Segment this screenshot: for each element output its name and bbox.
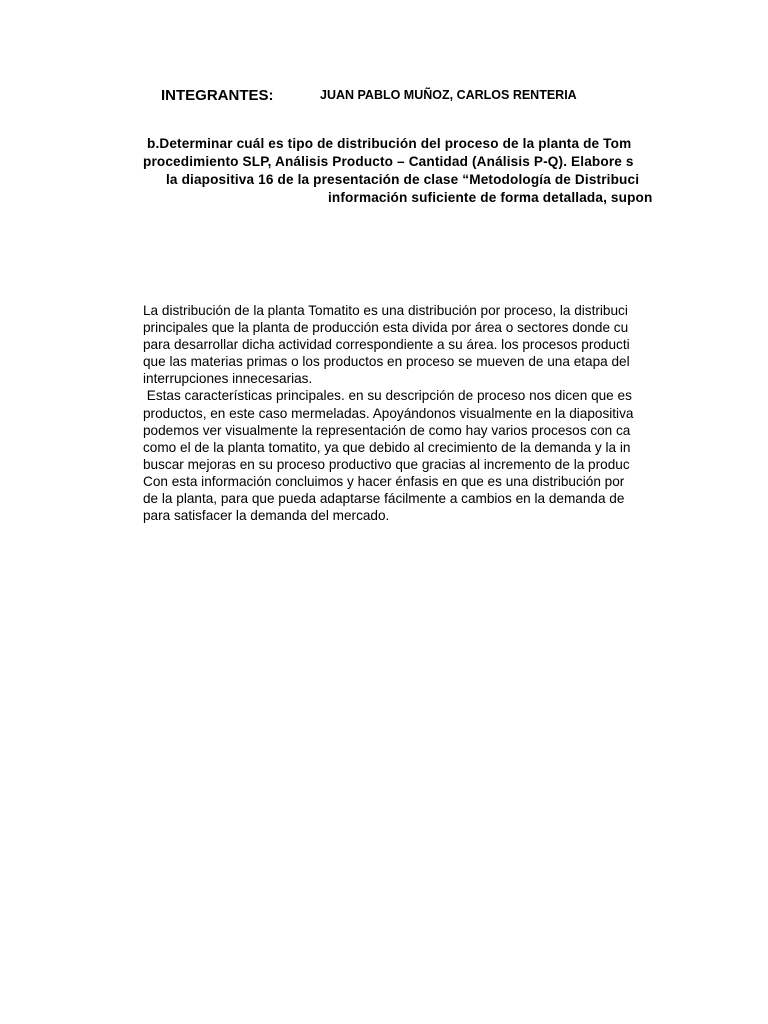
paragraph-line: para desarrollar dicha actividad correspondiente a su área. los procesos producti <box>143 337 630 353</box>
paragraph-line: podemos ver visualmente la representación de como hay varios procesos con ca <box>143 422 631 438</box>
paragraph-line: Con esta información concluimos y hacer énfasis en que es una distribución por <box>143 473 625 489</box>
paragraph-line: para satisfacer la demanda del mercado. <box>143 508 390 524</box>
paragraph-line: Estas características principales. en su descripción de proceso nos dicen que es <box>143 388 632 404</box>
prompt-line: la diapositiva 16 de la presentación de clase “Metodología de Distribuci <box>166 172 640 187</box>
paragraph-line: como el de la planta tomatito, ya que debido al crecimiento de la demanda y la in <box>143 439 631 455</box>
paragraph-line: principales que la planta de producción esta divida por área o sectores donde cu <box>143 320 629 336</box>
prompt-line: información suficiente de forma detallada, supon <box>328 190 653 205</box>
assignment-prompt <box>0 131 680 211</box>
paragraph-line: La distribución de la planta Tomatito es una distribución por proceso, la distribuci <box>143 303 628 318</box>
team-label: INTEGRANTES: <box>161 87 274 104</box>
paragraph-line: de la planta, para que pueda adaptarse fácilmente a cambios en la demanda de <box>143 491 625 507</box>
prompt-line: b.Determinar cuál es tipo de distribución del proceso de la planta de Tom <box>147 136 632 151</box>
team-members: JUAN PABLO MUÑOZ, CARLOS RENTERIA <box>320 88 577 102</box>
paragraph-line: productos, en este caso mermeladas. Apoyándonos visualmente en la diapositiva <box>143 405 634 421</box>
paragraph-line: buscar mejoras en su proceso productivo que gracias al incremento de la produc <box>143 456 630 472</box>
answer-text <box>143 302 680 532</box>
paragraph-line: interrupciones innecesarias. <box>143 371 313 387</box>
paragraph-line: que las materias primas o los productos en proceso se mueven de una etapa del <box>143 354 630 370</box>
prompt-line: procedimiento SLP, Análisis Producto – Cantidad (Análisis P-Q). Elabore s <box>143 154 634 169</box>
